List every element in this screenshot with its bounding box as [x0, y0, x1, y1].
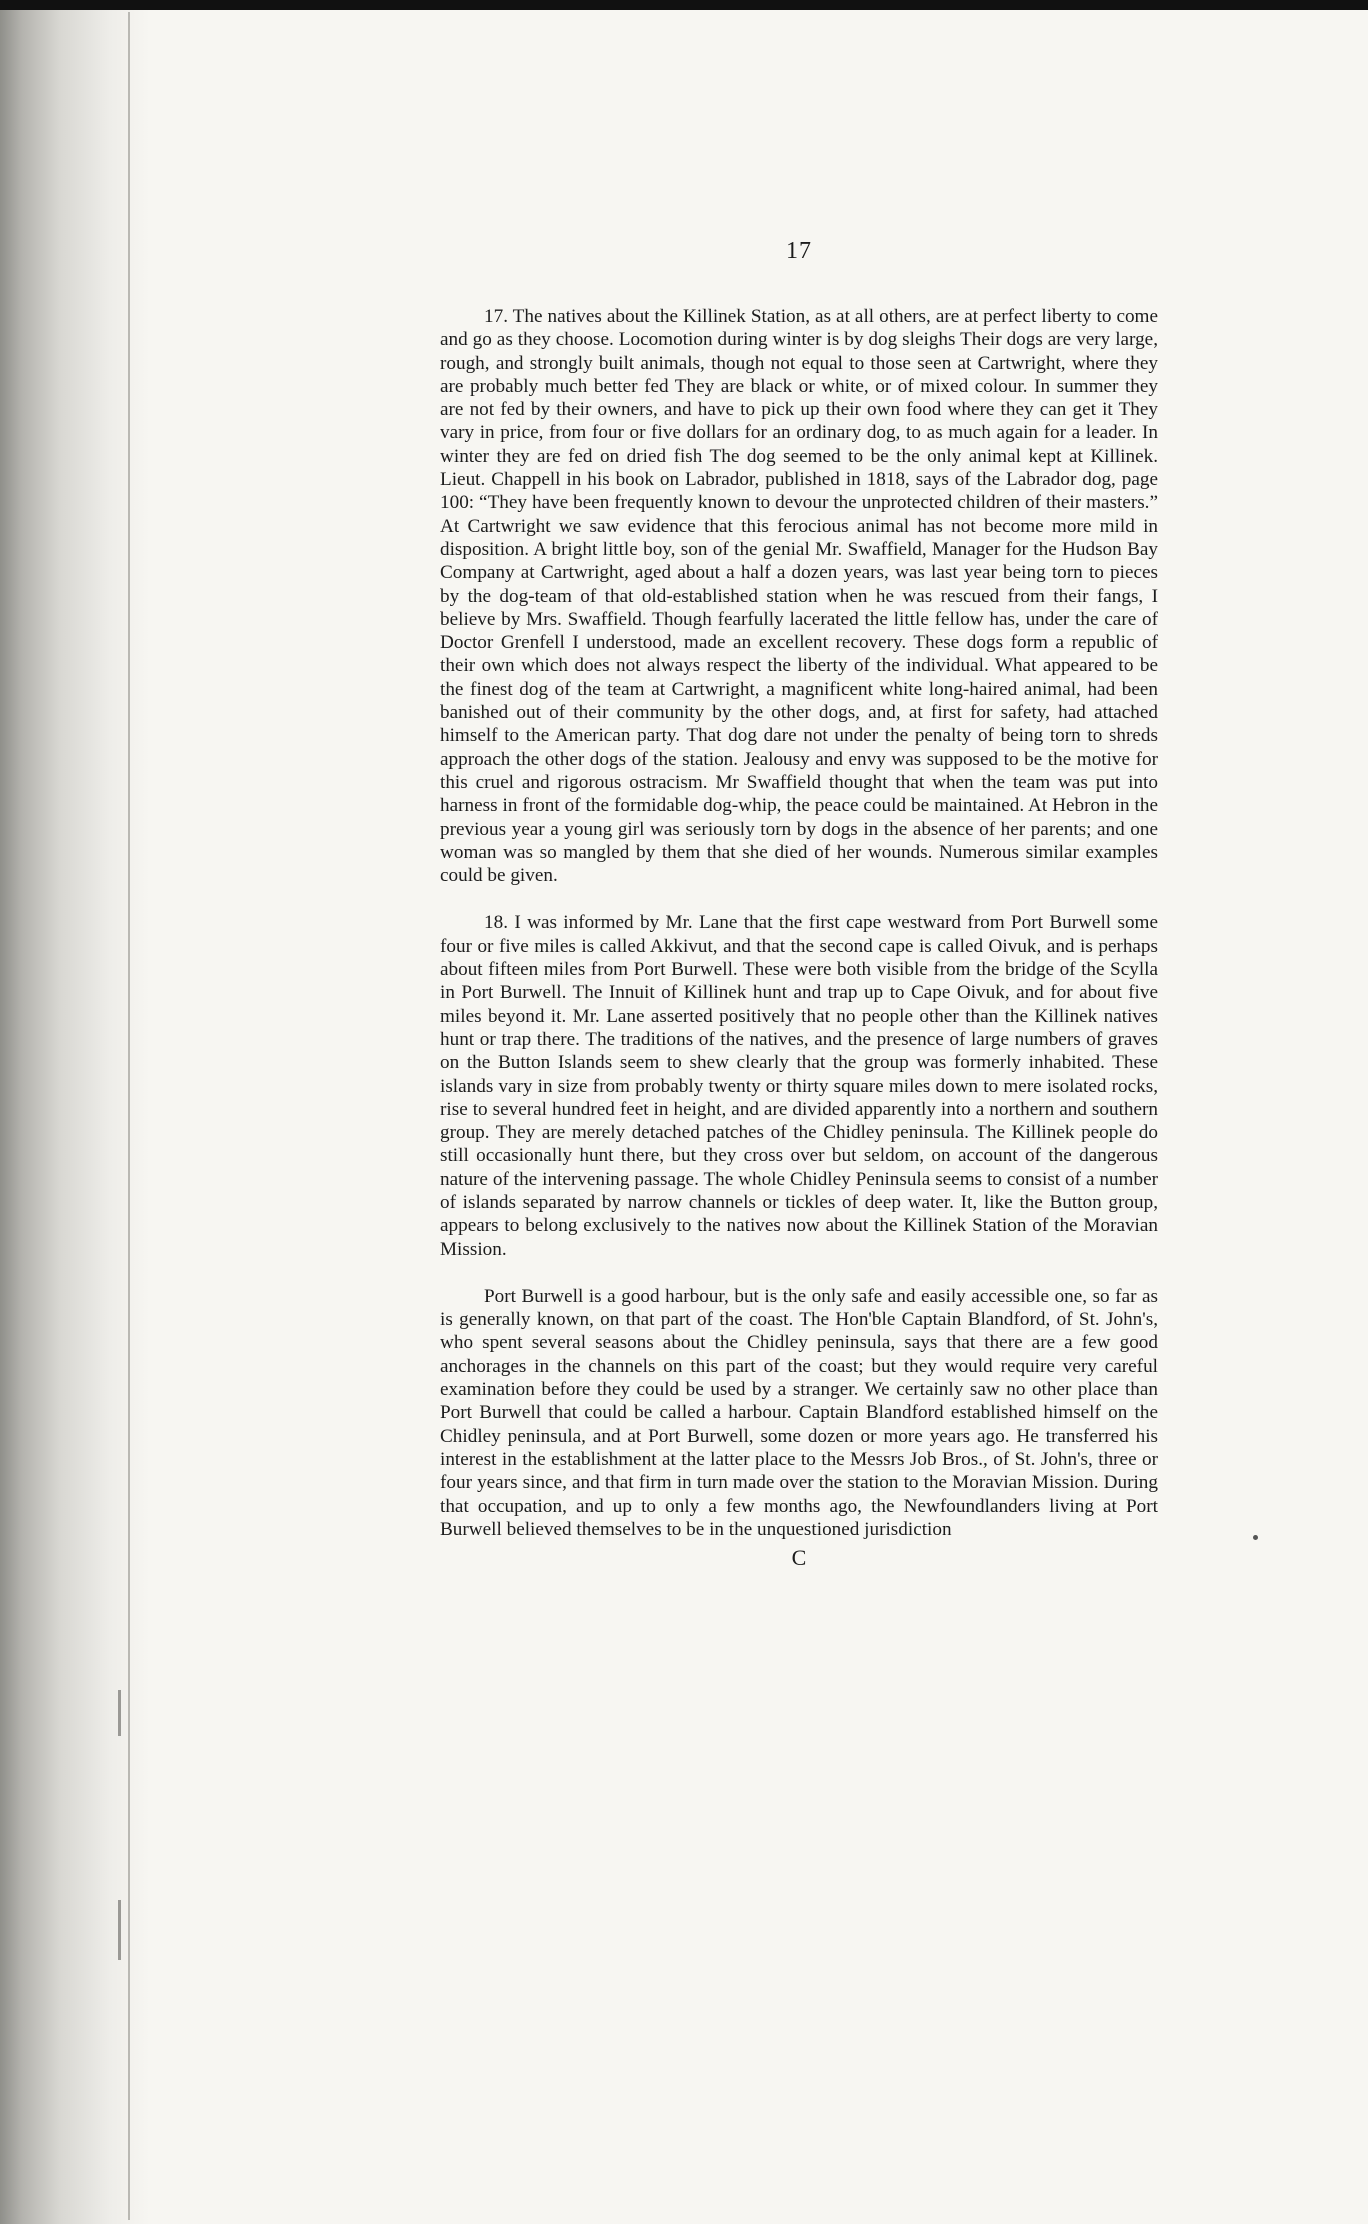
- edge-mark: [118, 1690, 121, 1736]
- scan-top-border: [0, 0, 1368, 10]
- paragraph-port-burwell: Port Burwell is a good harbour, but is the only safe and easily accessible one, so far as is generally known, on that part of the coast. The Hon'ble Captain Blandford, of St. John's, who spent several seasons about the Chidley peninsula, says that there are a few good anchorages in the channels on this part of the coast; but they would require very careful examination before they could be used by a stranger. We certainly saw no other place than Port Burwell that could be called a harbour. Captain Blandford established himself on the Chidley peninsula, and at Port Burwell, some dozen or more years ago. He transferred his interest in the establishment at the latter place to the Messrs Job Bros., of St. John's, three or four years since, and that firm in turn made over the station to the Moravian Mission. During that occupation, and up to only a few months ago, the Newfoundlanders living at Port Burwell believed themselves to be in the unquestioned jurisdiction: [440, 1285, 1158, 1540]
- edge-mark: [118, 1900, 121, 1960]
- gutter-line: [128, 12, 130, 2220]
- page-number: 17: [786, 238, 812, 264]
- paragraph-17: 17. The natives about the Killinek Station, as at all others, are at perfect liberty to come and go as they choose. Locomotion during winter is by dog sleighs Their dogs are very large, rough, and strongly built animals, though not equal to those seen at Cartwright, where they are probably much better fed They are black or white, or of mixed colour. In summer they are not fed by their owners, and have to pick up their own food where they can get it They vary in price, from four or five dollars for an ordinary dog, to as much again for a leader. In winter they are fed on dried fish The dog seemed to be the only animal kept at Killinek. Lieut. Chappell in his book on Labrador, published in 1818, says of the Labrador dog, page 100: “They have been frequently known to devour the unprotected children of their masters.” At Cartwright we saw evidence that this ferocious animal has not become more mild in disposition. A bright little boy, son of the genial Mr. Swaffield, Manager for the Hudson Bay Company at Cartwright, aged about a half a dozen years, was last year being torn to pieces by the dog-team of that old-established station when he was rescued from their fangs, I believe by Mrs. Swaffield. Though fearfully lacerated the little fellow has, under the care of Doctor Grenfell I understood, made an excellent recovery. These dogs form a republic of their own which does not always respect the liberty of the individual. What appeared to be the finest dog of the team at Cartwright, a magnificent white long-haired animal, had been banished out of their community by the other dogs, and, at first for safety, had attached himself to the American party. That dog dare not under the penalty of being torn to shreds approach the other dogs of the station. Jealousy and envy was supposed to be the motive for this cruel and rigorous ostracism. Mr Swaffield thought that when the team was put into harness in front of the formidable dog-whip, the peace could be maintained. At Hebron in the previous year a young girl was seriously torn by dogs in the absence of her parents; and one woman was so mangled by them that she died of her wounds. Numerous similar examples could be given.: [440, 306, 1158, 887]
- stray-speck: [1253, 1535, 1258, 1540]
- signature-mark: C: [791, 1545, 807, 1571]
- paragraph-18: 18. I was informed by Mr. Lane that the first cape westward from Port Burwell some four or five miles is called Akkivut, and that the second cape is called Oivuk, and is perhaps about fifteen miles from Port Burwell. These were both visible from the bridge of the Scylla in Port Burwell. The Innuit of Killinek hunt and trap up to Cape Oivuk, and for about five miles beyond it. Mr. Lane asserted positively that no people other than the Killinek natives hunt or trap there. The traditions of the natives, and the presence of large numbers of graves on the Button Islands seem to shew clearly that the group was formerly inhabited. These islands vary in size from probably twenty or thirty square miles down to mere isolated rocks, rise to several hundred feet in height, and are divided apparently into a northern and southern group. They are merely detached patches of the Chidley peninsula. The Killinek people do still occasionally hunt there, but they cross over but seldom, on account of the dangerous nature of the intervening passage. The whole Chidley Peninsula seems to consist of a number of islands separated by narrow channels or tickles of deep water. It, like the Button group, appears to belong exclusively to the natives now about the Killinek Station of the Moravian Mission.: [440, 912, 1158, 1260]
- page-content: [440, 230, 1158, 1571]
